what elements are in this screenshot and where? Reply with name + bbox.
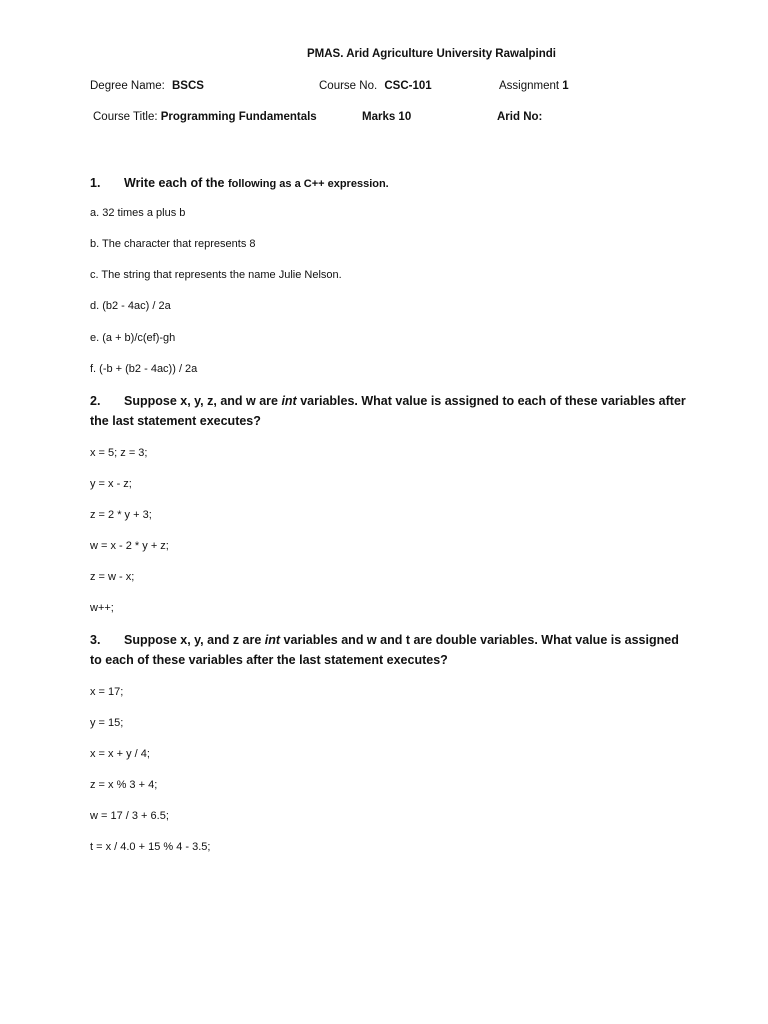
assignment-number	[499, 80, 569, 92]
degree-name	[90, 80, 204, 92]
q2-statement: x = 5; z = 3;	[90, 447, 148, 459]
question-2	[90, 391, 690, 431]
q1-item-e: e. (a + b)/c(ef)-gh	[90, 332, 176, 344]
arid-no: Arid No:	[497, 111, 543, 123]
q3-statement: w = 17 / 3 + 6.5;	[90, 810, 169, 822]
assignment-value: 1	[562, 80, 569, 92]
question-number: 3.	[90, 633, 101, 647]
q2-statement: z = w - x;	[90, 571, 135, 583]
question-text: Write each of the	[124, 176, 228, 190]
q1-item-f: f. (-b + (b2 - 4ac)) / 2a	[90, 363, 198, 375]
q3-statement: z = x % 3 + 4;	[90, 779, 158, 791]
q3-statement: t = x / 4.0 + 15 % 4 - 3.5;	[90, 841, 211, 853]
question-text: Suppose x, y, and z are	[124, 633, 265, 647]
q1-item-d: d. (b2 - 4ac) / 2a	[90, 300, 171, 312]
q2-statement: w = x - 2 * y + z;	[90, 540, 169, 552]
q2-statement: z = 2 * y + 3;	[90, 509, 152, 521]
question-number: 2.	[90, 394, 101, 408]
q3-statement: x = 17;	[90, 686, 124, 698]
degree-label: Degree Name:	[90, 80, 165, 92]
question-text-int: int	[281, 394, 297, 408]
degree-value: BSCS	[172, 80, 204, 92]
marks: Marks 10	[362, 111, 412, 123]
q1-item-b: b. The character that represents 8	[90, 238, 256, 250]
question-1	[90, 173, 690, 194]
course-no-value: CSC-101	[384, 80, 432, 92]
course-no-label: Course No.	[319, 80, 378, 92]
q2-statement: y = x - z;	[90, 478, 132, 490]
course-number	[319, 80, 432, 92]
question-text-int: int	[264, 633, 281, 647]
question-text-continued: variables. What value is assigned to each of these variables after the last statement executes?	[90, 394, 686, 428]
q1-item-c: c. The string that represents the name Julie Nelson.	[90, 269, 342, 281]
university-title: PMAS. Arid Agriculture University Rawalpindi	[307, 48, 556, 60]
question-number: 1.	[90, 176, 101, 190]
assignment-label: Assignment	[499, 80, 560, 92]
q3-statement: y = 15;	[90, 717, 124, 729]
q3-statement: x = x + y / 4;	[90, 748, 150, 760]
question-text: Suppose x, y, z, and w are	[124, 394, 282, 408]
q2-statement: w++;	[90, 602, 114, 614]
q1-item-a: a. 32 times a plus b	[90, 207, 186, 219]
question-3	[90, 630, 690, 670]
course-title-label: Course Title:	[93, 111, 158, 123]
course-title-value: Programming Fundamentals	[160, 111, 317, 123]
course-title	[93, 111, 317, 123]
question-text-continued: variables and w and t are double variables. What value is assigned to each of these variables after the last statement executes?	[90, 633, 679, 667]
question-text-continued: following as a C++ expression.	[227, 178, 389, 190]
